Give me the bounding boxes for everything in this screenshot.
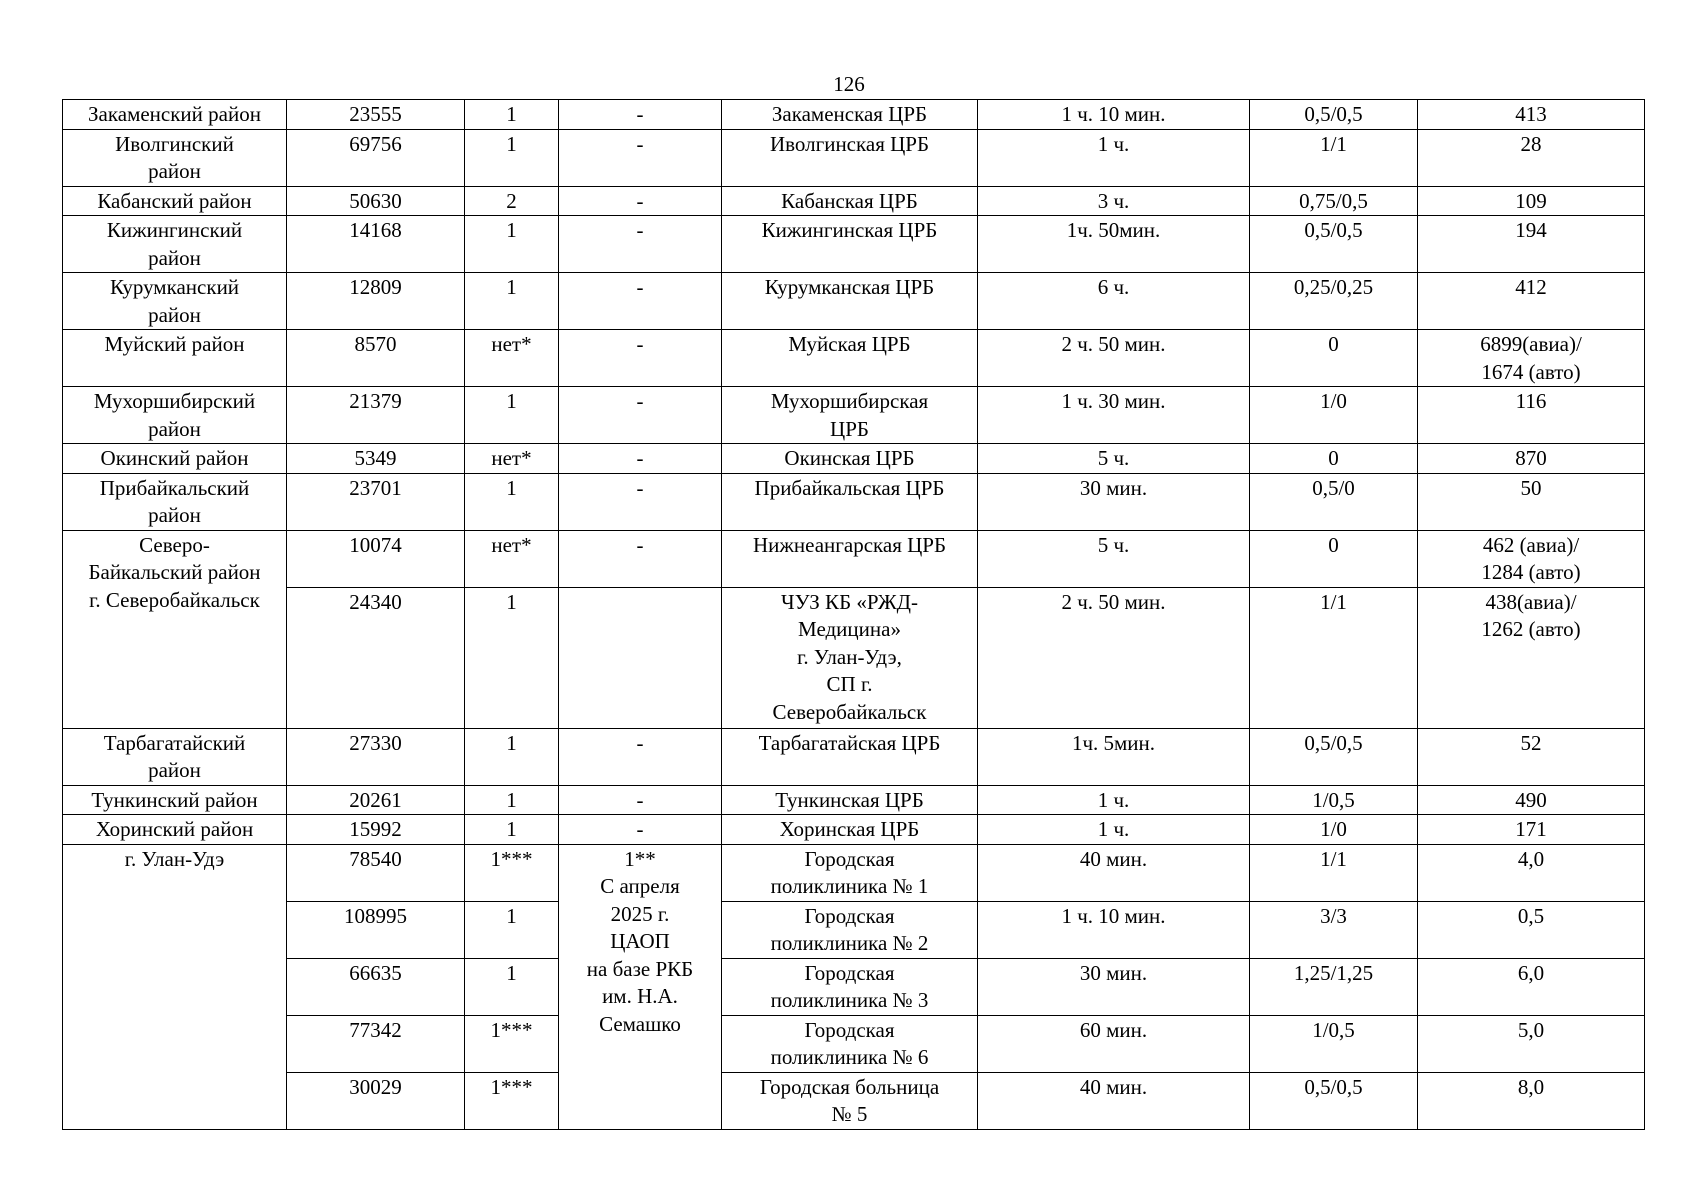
- table-cell: -: [559, 330, 722, 387]
- table-cell: 52: [1418, 728, 1645, 785]
- table-cell: 0,5/0,5: [1250, 728, 1418, 785]
- table-cell: Иволгинская ЦРБ: [722, 129, 978, 186]
- table-cell: 14168: [287, 216, 465, 273]
- table-cell: 1ч. 50мин.: [978, 216, 1250, 273]
- table-cell: Тункинский район: [63, 785, 287, 815]
- table-cell: 870: [1418, 444, 1645, 474]
- table-cell: нет*: [465, 530, 559, 587]
- table-cell: -: [559, 815, 722, 845]
- table-cell: 1: [465, 728, 559, 785]
- table-row: [63, 216, 1645, 273]
- table-cell: 413: [1418, 100, 1645, 130]
- table-cell: 1: [465, 387, 559, 444]
- table-cell: 6 ч.: [978, 273, 1250, 330]
- table-cell: 66635: [287, 958, 465, 1015]
- table-cell: 0,5/0: [1250, 473, 1418, 530]
- table-cell: 1 ч.: [978, 785, 1250, 815]
- table-cell: -: [559, 100, 722, 130]
- table-row: [63, 387, 1645, 444]
- table-cell: 78540: [287, 844, 465, 901]
- table-cell: 438(авиа)/ 1262 (авто): [1418, 587, 1645, 728]
- table-cell: 12809: [287, 273, 465, 330]
- table-cell: -: [559, 530, 722, 587]
- table-row: [63, 444, 1645, 474]
- table-row: [63, 330, 1645, 387]
- table-cell: 3 ч.: [978, 186, 1250, 216]
- table-cell: -: [559, 216, 722, 273]
- table-cell: -: [559, 728, 722, 785]
- table-cell: -: [559, 129, 722, 186]
- table-cell: Муйский район: [63, 330, 287, 387]
- table-cell: 50: [1418, 473, 1645, 530]
- table-cell: Тарбагатайский район: [63, 728, 287, 785]
- table-cell: 116: [1418, 387, 1645, 444]
- table-cell: 194: [1418, 216, 1645, 273]
- table-cell: 0: [1250, 530, 1418, 587]
- table-cell: 23555: [287, 100, 465, 130]
- table-cell: 1: [465, 473, 559, 530]
- table-cell: 1 ч.: [978, 815, 1250, 845]
- table-cell: 1: [465, 587, 559, 728]
- table-cell: Кабанский район: [63, 186, 287, 216]
- table-cell: 1 ч.: [978, 129, 1250, 186]
- table-cell: 1: [465, 958, 559, 1015]
- table-cell: 1: [465, 785, 559, 815]
- table-cell: 0,5/0,5: [1250, 100, 1418, 130]
- table-cell: Окинский район: [63, 444, 287, 474]
- table-cell: Закаменский район: [63, 100, 287, 130]
- table-cell: 1: [465, 100, 559, 130]
- table-row: [63, 530, 1645, 587]
- table-cell: 412: [1418, 273, 1645, 330]
- table-cell: 24340: [287, 587, 465, 728]
- table-cell: 5 ч.: [978, 530, 1250, 587]
- table-cell: 108995: [287, 901, 465, 958]
- table-cell: 5,0: [1418, 1015, 1645, 1072]
- table-row: [63, 473, 1645, 530]
- table-cell: 1 ч. 10 мин.: [978, 100, 1250, 130]
- table-cell: 0: [1250, 330, 1418, 387]
- table-cell: 30029: [287, 1072, 465, 1129]
- table-cell: Окинская ЦРБ: [722, 444, 978, 474]
- table-cell: 30 мин.: [978, 958, 1250, 1015]
- table-row: [63, 1072, 1645, 1129]
- table-cell: г. Улан-Удэ: [63, 844, 287, 1129]
- table-cell: 1/1: [1250, 587, 1418, 728]
- table-cell: Кижингинский район: [63, 216, 287, 273]
- table-cell: Городская поликлиника № 3: [722, 958, 978, 1015]
- table-row: [63, 958, 1645, 1015]
- table-cell: Мухоршибирская ЦРБ: [722, 387, 978, 444]
- table-cell: Городская поликлиника № 6: [722, 1015, 978, 1072]
- table-cell: 5349: [287, 444, 465, 474]
- table-cell: 1***: [465, 1072, 559, 1129]
- table-cell: 2 ч. 50 мин.: [978, 587, 1250, 728]
- data-table: [62, 99, 1645, 1130]
- table-row: [63, 844, 1645, 901]
- table-cell: 1/1: [1250, 129, 1418, 186]
- table-row: [63, 815, 1645, 845]
- table-cell: 1: [465, 273, 559, 330]
- table-cell: Тарбагатайская ЦРБ: [722, 728, 978, 785]
- table-cell: 6899(авиа)/ 1674 (авто): [1418, 330, 1645, 387]
- table-cell: 8570: [287, 330, 465, 387]
- table-cell: -: [559, 273, 722, 330]
- table-row: [63, 728, 1645, 785]
- table-cell: [559, 587, 722, 728]
- table-cell: Кабанская ЦРБ: [722, 186, 978, 216]
- table-cell: 1 ч. 10 мин.: [978, 901, 1250, 958]
- table-cell: 1: [465, 815, 559, 845]
- table-cell: -: [559, 785, 722, 815]
- table-cell: ЧУЗ КБ «РЖД- Медицина» г. Улан-Удэ, СП г. Северобайкальск: [722, 587, 978, 728]
- table-cell: Курумканский район: [63, 273, 287, 330]
- table-cell: Хоринский район: [63, 815, 287, 845]
- page-number: 126: [833, 72, 865, 96]
- table-cell: 4,0: [1418, 844, 1645, 901]
- table-cell: Прибайкальский район: [63, 473, 287, 530]
- table-cell: Северо- Байкальский район г. Северобайкальск: [63, 530, 287, 728]
- table-cell: Мухоршибирский район: [63, 387, 287, 444]
- table-cell: Нижнеангарская ЦРБ: [722, 530, 978, 587]
- table-cell: Хоринская ЦРБ: [722, 815, 978, 845]
- table-row: [63, 901, 1645, 958]
- table-cell: Городская больница № 5: [722, 1072, 978, 1129]
- table-cell: 28: [1418, 129, 1645, 186]
- table-cell: -: [559, 387, 722, 444]
- table-cell: 1 ч. 30 мин.: [978, 387, 1250, 444]
- table-cell: Тункинская ЦРБ: [722, 785, 978, 815]
- table-cell: -: [559, 186, 722, 216]
- table-cell: 1***: [465, 1015, 559, 1072]
- table-cell: -: [559, 444, 722, 474]
- table-cell: Прибайкальская ЦРБ: [722, 473, 978, 530]
- table-cell: 0,75/0,5: [1250, 186, 1418, 216]
- table-cell: 1/0,5: [1250, 1015, 1418, 1072]
- table-cell: 40 мин.: [978, 844, 1250, 901]
- table-row: [63, 273, 1645, 330]
- table-cell: 0,5/0,5: [1250, 1072, 1418, 1129]
- table-cell: 10074: [287, 530, 465, 587]
- table-cell: Курумканская ЦРБ: [722, 273, 978, 330]
- table-cell: 20261: [287, 785, 465, 815]
- table-cell: 5 ч.: [978, 444, 1250, 474]
- table-cell: 1ч. 5мин.: [978, 728, 1250, 785]
- table-cell: 15992: [287, 815, 465, 845]
- table-cell: 6,0: [1418, 958, 1645, 1015]
- table-cell: 171: [1418, 815, 1645, 845]
- table-row: [63, 100, 1645, 130]
- table-row: [63, 587, 1645, 728]
- table-cell: 490: [1418, 785, 1645, 815]
- table-cell: 2: [465, 186, 559, 216]
- table-cell: 1: [465, 901, 559, 958]
- table-cell: 69756: [287, 129, 465, 186]
- table-cell: Городская поликлиника № 1: [722, 844, 978, 901]
- table-cell: Муйская ЦРБ: [722, 330, 978, 387]
- table-cell: 77342: [287, 1015, 465, 1072]
- table-cell: 8,0: [1418, 1072, 1645, 1129]
- table-cell: нет*: [465, 330, 559, 387]
- table-row: [63, 129, 1645, 186]
- table-cell: 0: [1250, 444, 1418, 474]
- table-cell: 1/0: [1250, 387, 1418, 444]
- table-cell: 30 мин.: [978, 473, 1250, 530]
- table-cell: 0,5/0,5: [1250, 216, 1418, 273]
- table-cell: Городская поликлиника № 2: [722, 901, 978, 958]
- table-row: [63, 1015, 1645, 1072]
- table-cell: нет*: [465, 444, 559, 474]
- table-cell: 0,5: [1418, 901, 1645, 958]
- table-row: [63, 785, 1645, 815]
- table-cell: 50630: [287, 186, 465, 216]
- table-cell: 60 мин.: [978, 1015, 1250, 1072]
- table-cell: 1: [465, 129, 559, 186]
- table-cell: -: [559, 473, 722, 530]
- table-cell: 23701: [287, 473, 465, 530]
- table-cell: 1/0,5: [1250, 785, 1418, 815]
- table-cell: 1***: [465, 844, 559, 901]
- table-cell: 2 ч. 50 мин.: [978, 330, 1250, 387]
- table-cell: 0,25/0,25: [1250, 273, 1418, 330]
- table-cell: 1/0: [1250, 815, 1418, 845]
- table-cell: 1** С апреля 2025 г. ЦАОП на базе РКБ им. Н.А. Семашко: [559, 844, 722, 1129]
- table-cell: 27330: [287, 728, 465, 785]
- table-cell: 462 (авиа)/ 1284 (авто): [1418, 530, 1645, 587]
- table-cell: 21379: [287, 387, 465, 444]
- table-cell: Закаменская ЦРБ: [722, 100, 978, 130]
- table-cell: 1/1: [1250, 844, 1418, 901]
- table-cell: 1,25/1,25: [1250, 958, 1418, 1015]
- table-row: [63, 186, 1645, 216]
- table-cell: Кижингинская ЦРБ: [722, 216, 978, 273]
- table-cell: 3/3: [1250, 901, 1418, 958]
- table-cell: 1: [465, 216, 559, 273]
- table-cell: 109: [1418, 186, 1645, 216]
- table-cell: 40 мин.: [978, 1072, 1250, 1129]
- table-cell: Иволгинский район: [63, 129, 287, 186]
